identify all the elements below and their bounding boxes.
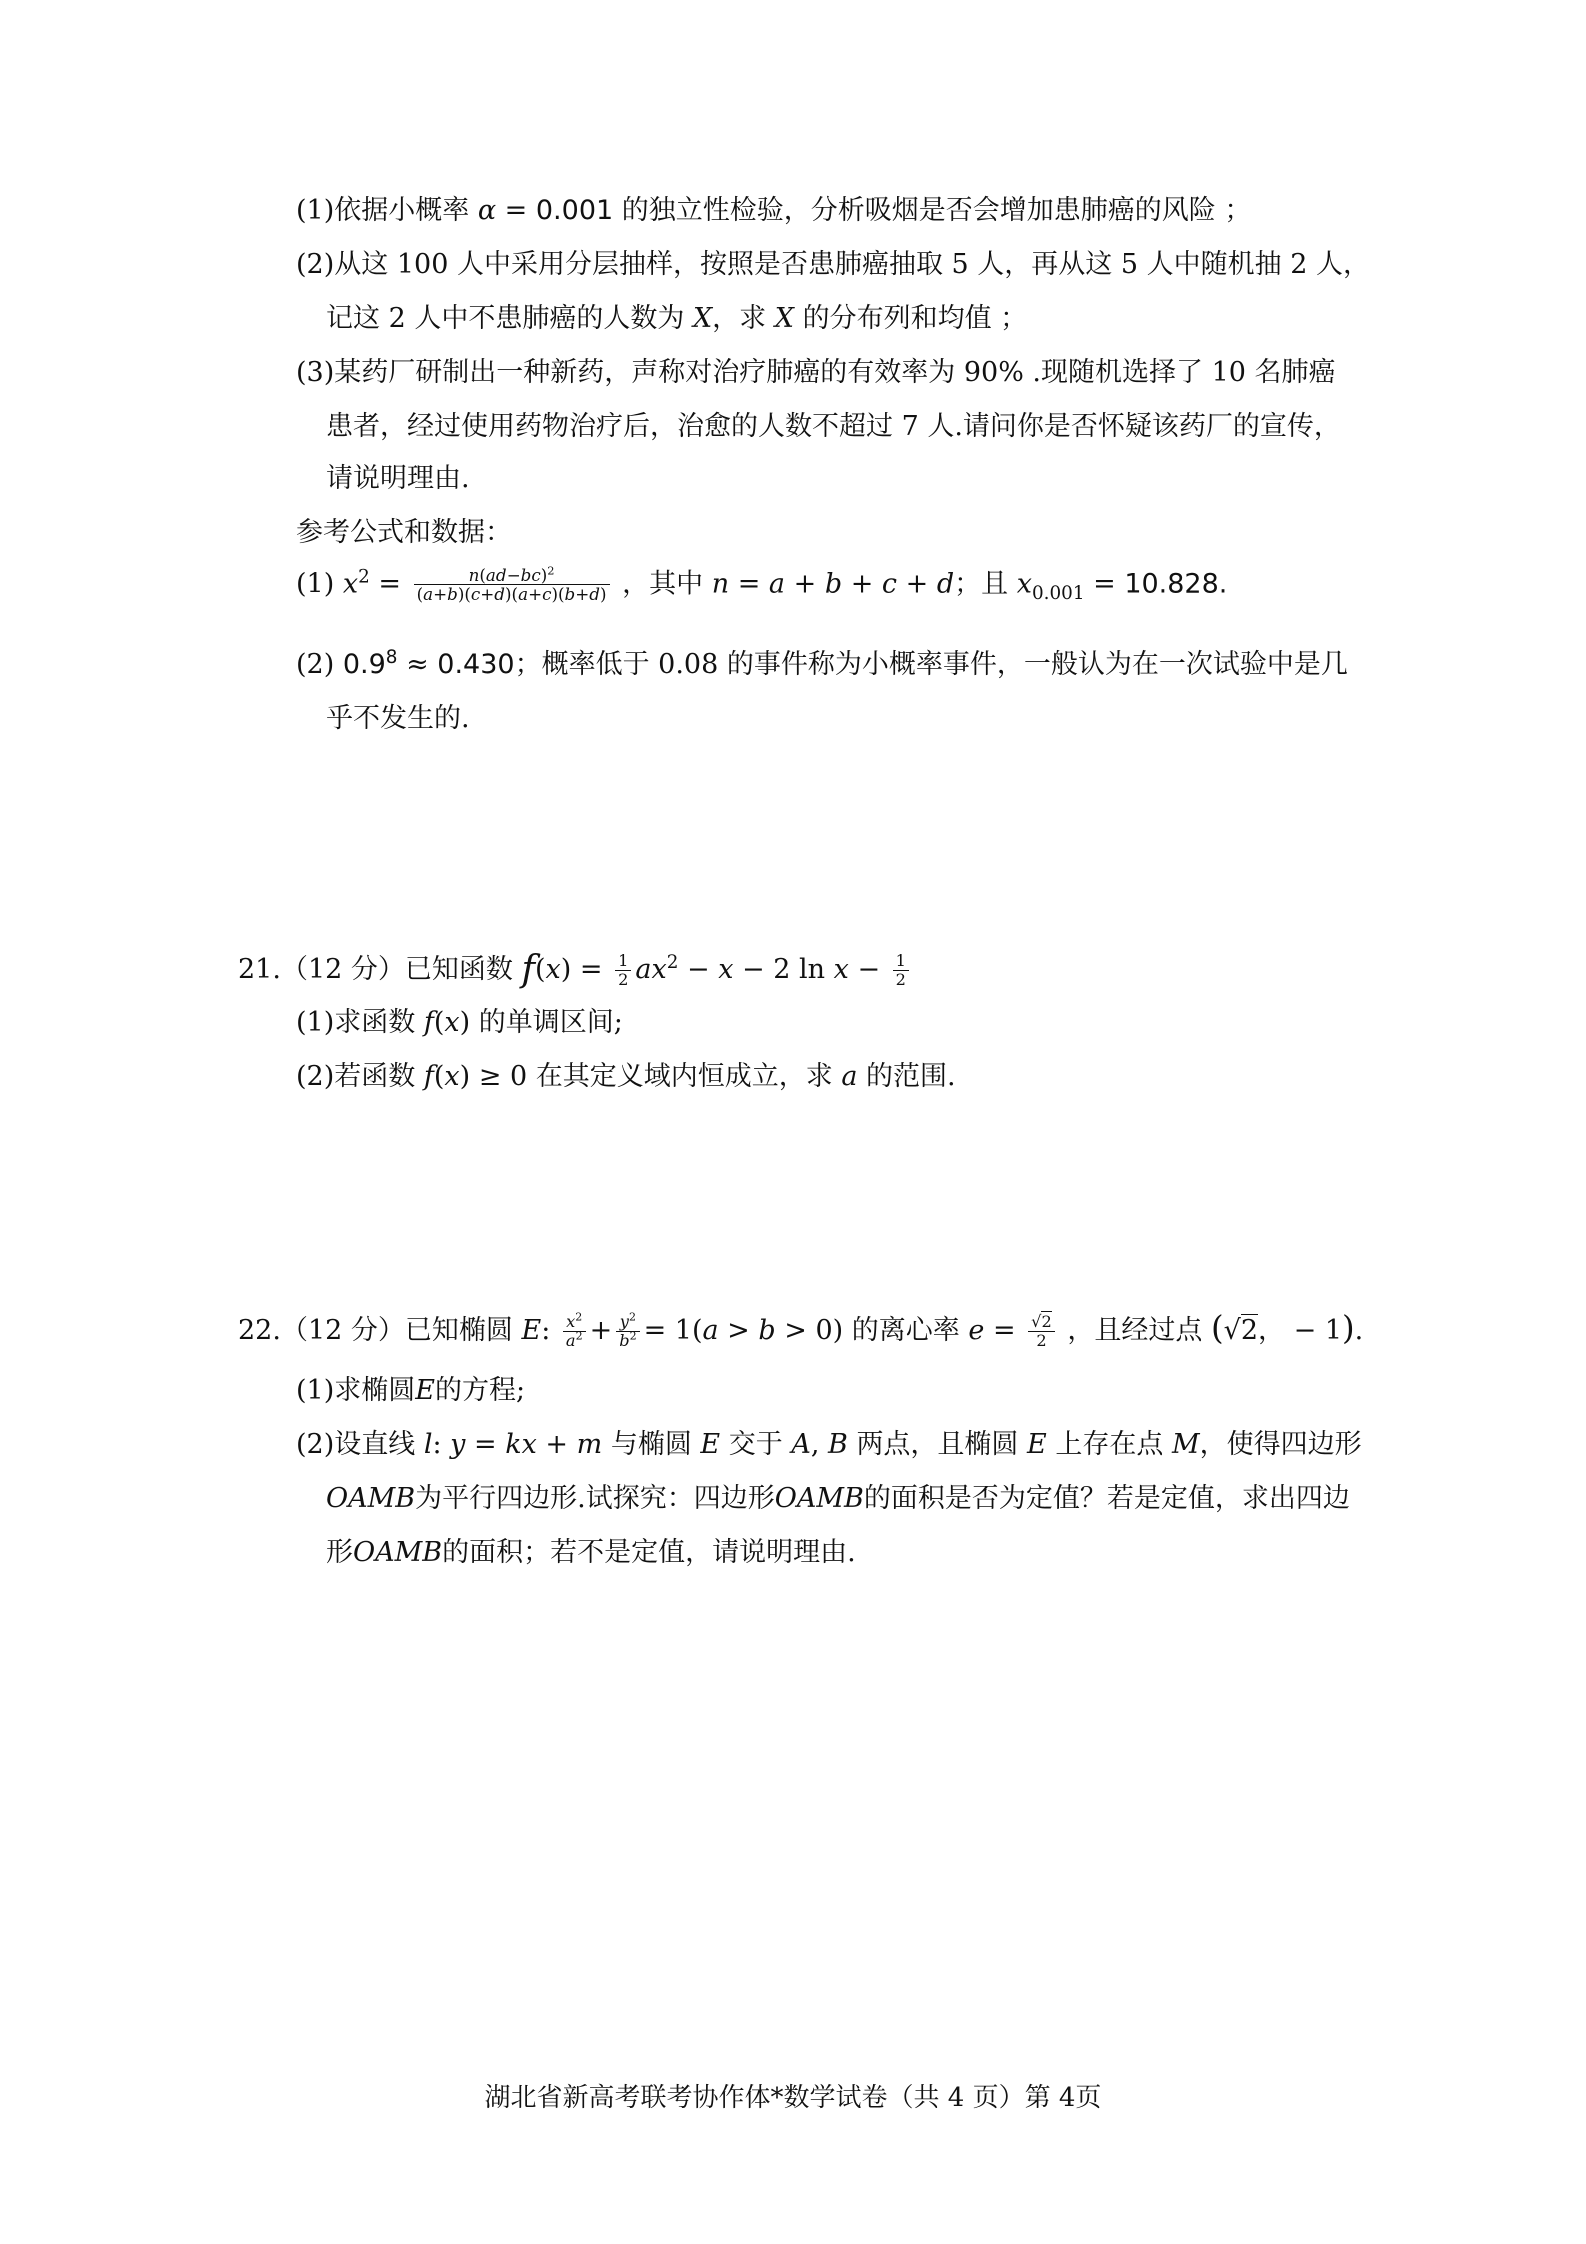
q20-part3-line2: 患者，经过使用药物治疗后，治愈的人数不超过 7 人.请问你是否怀疑该药厂的宣传，: [326, 411, 1341, 442]
q20-part1: (1)依据小概率 α = 0.001 的独立性检验，分析吸烟是否会增加患肺癌的风险 ；: [296, 195, 1252, 226]
q21-part2: (2)若函数 f(x) ≥ 0 在其定义域内恒成立，求 a 的范围.: [296, 1061, 956, 1092]
q22-part1: (1)求椭圆E的方程;: [296, 1375, 526, 1406]
q21-part1: (1)求函数 f(x) 的单调区间;: [296, 1007, 623, 1038]
q22-stem: 22.（12 分）已知椭圆 E: $\frac{x^2}{a^2}$ + $\frac{y^2}{b^2}$ = 1(a > b > 0) 的离心率 e = $\frac{√2}{2}$ ，且经过点 (√2， − 1).: [238, 1309, 1364, 1350]
q22-part2-line1: (2)设直线 l: y = kx + m 与椭圆 E 交于 A, B 两点，且椭圆 E 上存在点 M，使得四边形: [296, 1429, 1362, 1460]
reference-formula-1: (1) $x^2$ = $\frac{n(ad-bc)^2}{(a+b)(c+d)(a+c)(b+d)}$ ，其中 n = a + b + c + d；且 $x_{0.001} = 10.828$.: [296, 563, 1228, 605]
q21-stem: 21.（12 分）已知函数 f(x) = $\frac{1}{2}$ $ax^2 - x - 2$ ln x − $\frac{1}{2}$: [238, 946, 913, 992]
chi-square-fraction: $\frac{n(ad-bc)^2}{(a+b)(c+d)(a+c)(b+d)}$: [414, 566, 610, 604]
q20-part2-line1: (2)从这 100 人中采用分层抽样，按照是否患肺癌抽取 5 人，再从这 5 人中随机抽 2 人，: [296, 249, 1370, 280]
page-footer: 湖北省新高考联考协作体*数学试卷（共 4 页）第 4页: [484, 2083, 1102, 2113]
q22-part2-line2: OAMB为平行四边形.试探究：四边形OAMB的面积是否为定值？若是定值，求出四边: [326, 1483, 1350, 1514]
q22-part2-line3: 形OAMB的面积；若不是定值，请说明理由.: [326, 1537, 856, 1568]
reference-formula-2-line1: (2) $0.9^8 \approx 0.430$；概率低于 0.08 的事件称为小概率事件，一般认为在一次试验中是几: [296, 647, 1348, 680]
q20-part3-line3: 请说明理由.: [326, 463, 470, 494]
reference-title: 参考公式和数据：: [296, 517, 512, 548]
q20-part3-line1: (3)某药厂研制出一种新药，声称对治疗肺癌的有效率为 90% .现随机选择了 10 名肺癌: [296, 357, 1336, 388]
reference-formula-2-line2: 乎不发生的.: [326, 703, 470, 734]
q20-part2-line2: 记这 2 人中不患肺癌的人数为 X，求 X 的分布列和均值 ；: [326, 303, 1028, 334]
